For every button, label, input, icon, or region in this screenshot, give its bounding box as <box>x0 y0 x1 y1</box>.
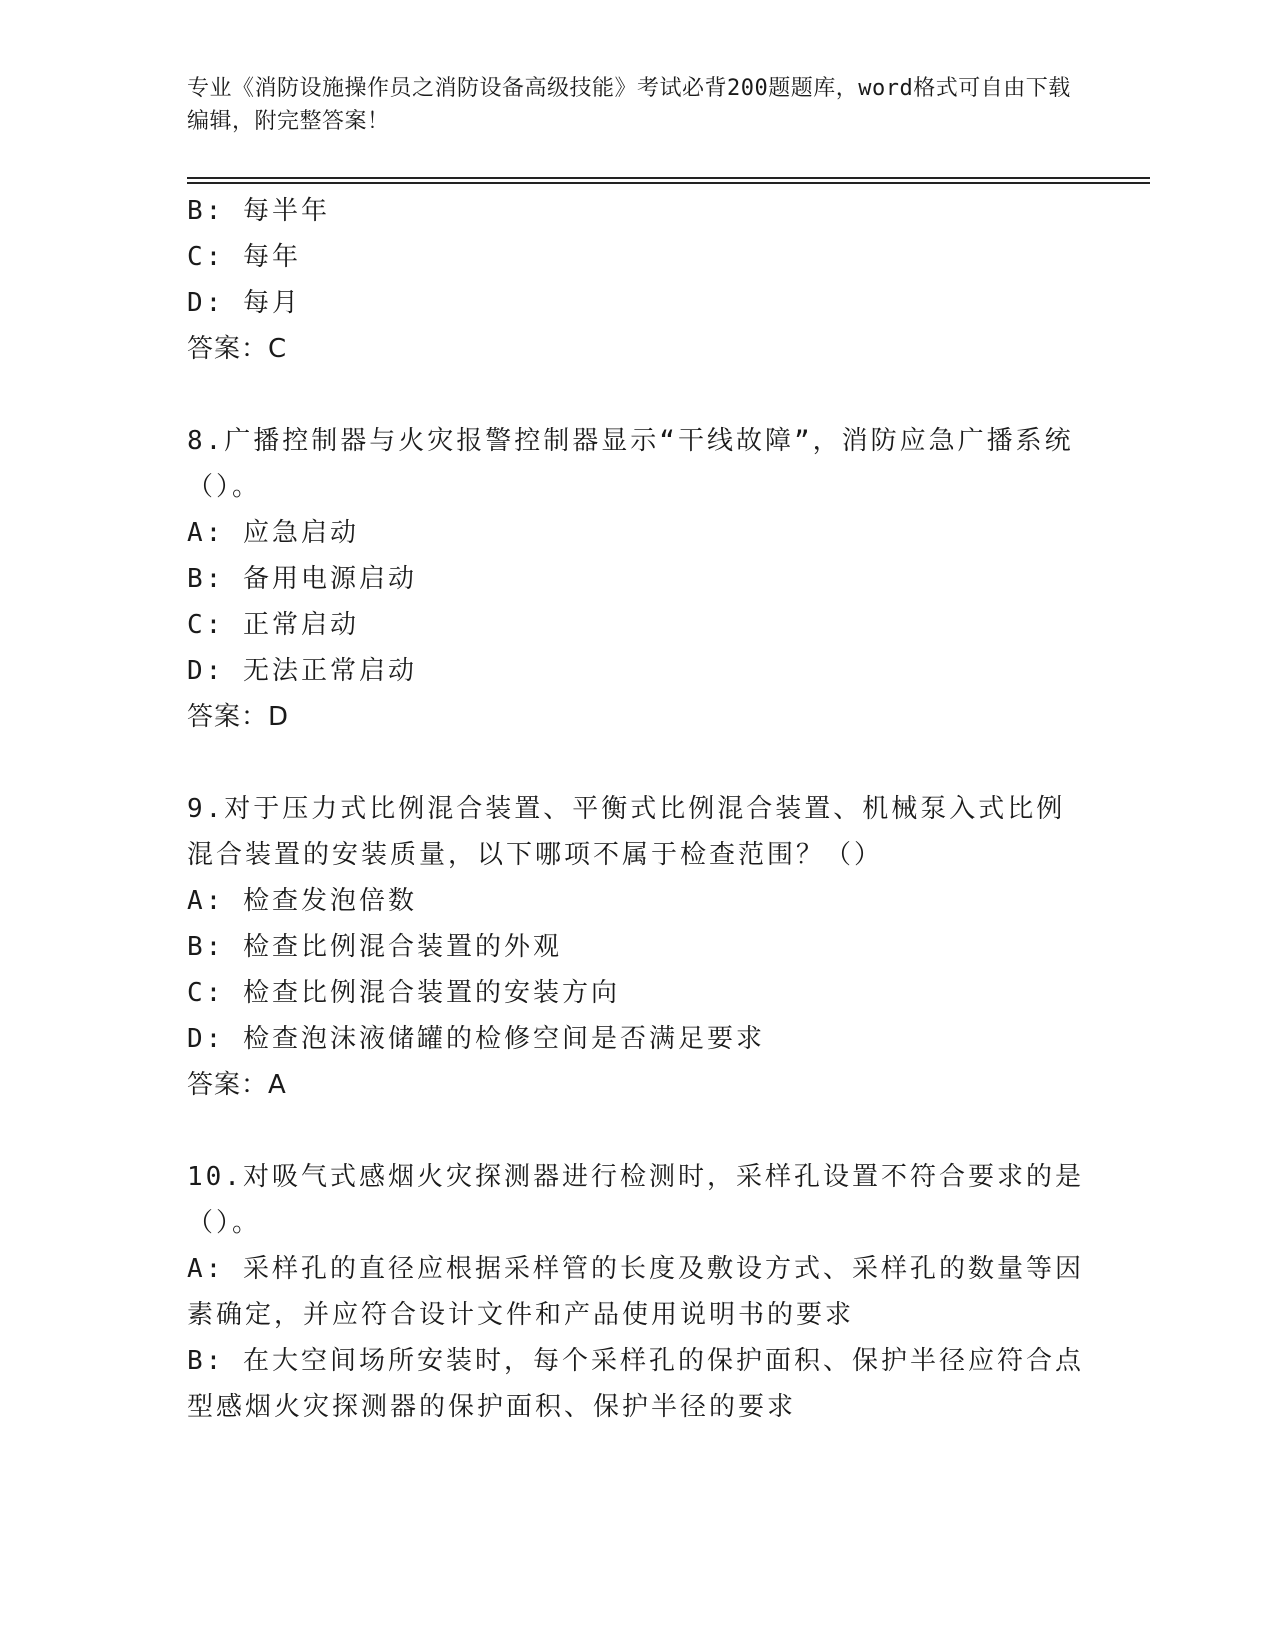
option-d: D: 无法正常启动 <box>187 656 417 686</box>
question-8 <box>187 418 1087 740</box>
answer: 答案：D <box>187 702 290 732</box>
question-stem: 10.对吸气式感烟火灾探测器进行检测时，采样孔设置不符合要求的是（）。 <box>187 1162 1084 1238</box>
spacer <box>187 740 1087 786</box>
option-d: D: 每月 <box>187 288 301 318</box>
header-divider-bottom <box>187 182 1150 184</box>
question-10 <box>187 1154 1087 1430</box>
spacer <box>187 1108 1087 1154</box>
question-stem: 9.对于压力式比例混合装置、平衡式比例混合装置、机械泵入式比例混合装置的安装质量，以下哪项不属于检查范围？（） <box>187 794 1066 870</box>
option-c: C: 每年 <box>187 242 301 272</box>
option-a: A: 采样孔的直径应根据采样管的长度及敷设方式、采样孔的数量等因素确定，并应符合设计文件和产品使用说明书的要求 <box>187 1254 1084 1330</box>
option-b: B: 每半年 <box>187 196 330 226</box>
header-divider-top <box>187 177 1150 179</box>
answer: 答案：C <box>187 334 288 364</box>
option-d: D: 检查泡沫液储罐的检修空间是否满足要求 <box>187 1024 765 1054</box>
option-c: C: 正常启动 <box>187 610 359 640</box>
option-c: C: 检查比例混合装置的安装方向 <box>187 978 620 1008</box>
option-a: A: 检查发泡倍数 <box>187 886 417 916</box>
question-9 <box>187 786 1087 1108</box>
question-list <box>187 188 1087 1430</box>
option-b: B: 备用电源启动 <box>187 564 417 594</box>
answer: 答案：A <box>187 1070 287 1100</box>
header-title: 专业《消防设施操作员之消防设备高级技能》考试必背200题题库，word格式可自由下载编辑，附完整答案！ <box>187 76 1071 134</box>
page-header <box>187 72 1087 138</box>
spacer <box>187 372 1087 418</box>
question-stem: 8.广播控制器与火灾报警控制器显示“干线故障”，消防应急广播系统（）。 <box>187 426 1074 502</box>
prev-question-tail <box>187 188 1087 372</box>
option-b: B: 在大空间场所安装时，每个采样孔的保护面积、保护半径应符合点型感烟火灾探测器的保护面积、保护半径的要求 <box>187 1346 1084 1422</box>
option-b: B: 检查比例混合装置的外观 <box>187 932 562 962</box>
option-a: A: 应急启动 <box>187 518 359 548</box>
